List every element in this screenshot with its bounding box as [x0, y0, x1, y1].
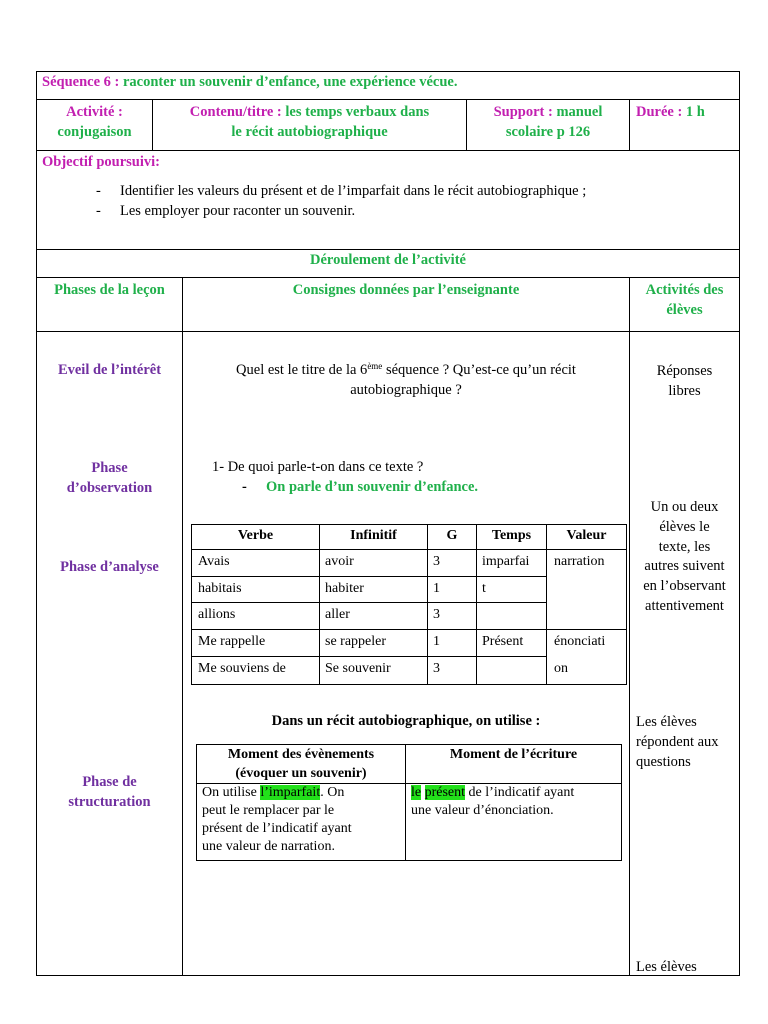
verb-table-border	[191, 629, 627, 630]
verb-table-border	[191, 656, 546, 657]
activite-observation-line: autres suivent	[644, 558, 725, 574]
activite-label: Activité :	[66, 104, 123, 120]
contenu-value-line2: le récit autobiographique	[231, 124, 388, 140]
phase-structuration-line2: structuration	[68, 794, 151, 810]
verb-cell: habiter	[325, 581, 364, 596]
eveil-question-sup: ème	[367, 361, 383, 371]
verb-table-header: Valeur	[566, 528, 607, 543]
verb-table-border	[427, 524, 428, 685]
verb-cell: Avais	[198, 554, 230, 569]
activite-observation-line: élèves le	[659, 519, 710, 535]
observation-answer: On parle d’un souvenir d’enfance.	[266, 479, 479, 495]
objectif-label: Objectif poursuivi:	[42, 154, 161, 170]
contenu-value-line1: les temps verbaux dans	[285, 104, 430, 120]
contenu-label: Contenu/titre :	[189, 104, 282, 120]
objectif-bullet: -	[96, 183, 101, 199]
col1-pre: On utilise	[202, 785, 261, 800]
duree-value: 1 h	[685, 104, 705, 120]
verb-cell: 1	[433, 634, 440, 649]
col-divider	[629, 99, 630, 150]
verb-cell: habitais	[198, 581, 242, 596]
col-header-activites-line2: élèves	[666, 302, 703, 318]
eveil-question-part1: Quel est le titre de la 6	[236, 362, 368, 378]
structuration-table-border	[196, 860, 622, 861]
row-divider	[36, 99, 740, 100]
valeur-enonciation-line2: on	[554, 661, 568, 676]
activite-value: conjugaison	[57, 124, 132, 140]
verb-cell: Me souviens de	[198, 661, 286, 676]
structuration-col1-line4: une valeur de narration.	[202, 839, 335, 854]
verb-table-border	[191, 602, 546, 603]
phase-observation-line2: d’observation	[66, 480, 153, 496]
outer-border-top	[36, 71, 740, 72]
eveil-question-part2: séquence ? Qu’est-ce qu’un récit	[382, 362, 576, 378]
contenu-cell	[153, 103, 466, 122]
activite-observation-line: texte, les	[658, 539, 711, 555]
structuration-col1-line2: peut le remplacer par le	[202, 803, 335, 818]
structuration-col1-header-line2: (évoquer un souvenir)	[235, 766, 367, 781]
deroulement-title: Déroulement de l’activité	[310, 252, 466, 268]
verb-cell: 1	[433, 581, 440, 596]
activite-structuration-line: Les élèves	[636, 714, 697, 730]
activite-observation-line: en l’observant	[643, 578, 726, 594]
phase-analyse: Phase d’analyse	[60, 559, 159, 575]
verb-cell: allions	[198, 607, 236, 622]
col1-post: . On	[320, 785, 345, 800]
structuration-col2-line2: une valeur d’énonciation.	[411, 803, 554, 818]
verb-table-border	[546, 524, 547, 685]
activite-bottom: Les élèves	[636, 959, 697, 975]
verb-table-header: G	[446, 528, 458, 543]
row-divider	[36, 277, 740, 278]
eveil-question-line2: autobiographique ?	[350, 382, 462, 398]
structuration-col1-header-line1: Moment des évènements	[227, 747, 375, 762]
support-value-line2: scolaire p 126	[505, 124, 591, 140]
outer-border-bottom	[36, 975, 740, 976]
verb-table-border	[626, 524, 627, 685]
phase-eveil: Eveil de l’intérêt	[57, 362, 162, 378]
verb-cell: avoir	[325, 554, 354, 569]
activite-observation-line: Un ou deux	[650, 499, 719, 515]
reponses-line1: Réponses	[656, 363, 713, 379]
col-header-consignes: Consignes données par l’enseignante	[292, 282, 520, 298]
temps-imparfait-line1: imparfai	[482, 554, 530, 569]
row-divider	[36, 150, 740, 151]
verb-cell: 3	[433, 554, 440, 569]
present-highlight: présent	[424, 785, 466, 800]
outer-border-right	[739, 71, 740, 976]
verb-table-header: Infinitif	[350, 528, 397, 543]
activite-structuration-line: répondent aux	[636, 734, 719, 750]
outer-border-left	[36, 71, 37, 976]
sequence-label: Séquence 6 :	[42, 74, 120, 90]
verb-table-header: Verbe	[237, 528, 274, 543]
structuration-title: Dans un récit autobiographique, on utilise :	[271, 713, 541, 729]
objectif-bullet: -	[96, 203, 101, 219]
valeur-narration: narration	[554, 554, 605, 569]
verb-cell: 3	[433, 607, 440, 622]
structuration-table-border	[196, 744, 622, 745]
verb-table-border	[476, 524, 477, 685]
structuration-table-border	[621, 744, 622, 861]
objectif-item: Les employer pour raconter un souvenir.	[120, 203, 356, 219]
structuration-col2-line1	[411, 784, 574, 802]
observation-question: 1- De quoi parle-t-on dans ce texte ?	[212, 459, 424, 475]
col-header-activites-line1: Activités des	[645, 282, 724, 298]
activite-observation-line: attentivement	[645, 598, 724, 614]
row-divider	[36, 331, 740, 332]
support-value-line1: manuel	[556, 104, 603, 120]
imparfait-highlight: l’imparfait	[260, 785, 321, 800]
structuration-col1-line1	[202, 784, 344, 802]
verb-table-header: Temps	[491, 528, 532, 543]
le-highlight: le	[411, 785, 422, 800]
reponses-line2: libres	[668, 383, 701, 399]
structuration-col1-line3: présent de l’indicatif ayant	[202, 821, 352, 836]
support-cell	[467, 103, 629, 122]
verb-cell: Me rappelle	[198, 634, 266, 649]
duree-label: Durée :	[636, 104, 683, 120]
valeur-enonciation-line1: énonciati	[554, 634, 606, 649]
structuration-col2-header: Moment de l’écriture	[449, 747, 578, 762]
verb-table-border	[191, 549, 627, 550]
phase-structuration-line1: Phase de	[82, 774, 137, 790]
verb-table-border	[191, 684, 627, 685]
temps-present: Présent	[482, 634, 524, 649]
sequence-row	[42, 73, 458, 92]
verb-table-border	[319, 524, 320, 685]
verb-cell: se rappeler	[325, 634, 387, 649]
verb-table-border	[191, 524, 192, 685]
temps-imparfait-line2: t	[482, 581, 486, 596]
verb-table-border	[191, 524, 627, 525]
col2-post: de l’indicatif ayant	[465, 785, 575, 800]
phase-observation-line1: Phase	[91, 460, 128, 476]
verb-cell: 3	[433, 661, 440, 676]
col-header-phases: Phases de la leçon	[54, 282, 165, 298]
activite-structuration-line: questions	[636, 754, 691, 770]
support-label: Support :	[493, 104, 553, 120]
eveil-question-line1	[183, 361, 629, 380]
verb-cell: aller	[325, 607, 350, 622]
verb-cell: Se souvenir	[325, 661, 391, 676]
sequence-title: raconter un souvenir d’enfance, une expérience vécue.	[122, 74, 458, 90]
duree-cell	[636, 103, 705, 122]
observation-answer-dash: -	[242, 479, 247, 495]
verb-table-border	[191, 576, 546, 577]
objectif-item: Identifier les valeurs du présent et de l’imparfait dans le récit autobiographique ;	[120, 183, 587, 199]
row-divider	[36, 249, 740, 250]
